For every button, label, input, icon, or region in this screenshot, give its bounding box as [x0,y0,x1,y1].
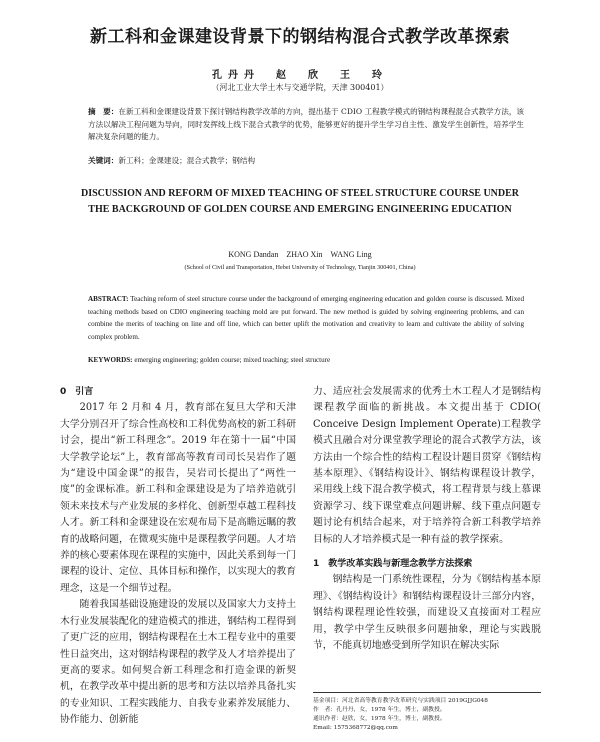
keywords-cn-label: 关键词： [88,156,119,165]
footnote-fund: 基金项目：河北省高等教育教学改革研究与实践项目 2019GJJG048 [313,698,488,704]
paper-title-cn: 新工科和金课建设背景下的钢结构混合式教学改革探索 [90,27,510,47]
authors-cn: 孔丹丹 赵 欣 王 玲 [212,70,388,81]
keywords-en-text: emerging engineering; golden course; mixed teaching; steel structure [132,356,331,364]
keywords-cn [88,155,524,166]
affiliation-en: (School of Civil and Transportation, Hebei University of Technology, Tianjin 300401, China) [184,264,416,271]
keywords-en [88,356,524,364]
footnote-corresponding-author: 通讯作者：赵欣，女，1978 年生，博士，副教授。 [313,716,446,722]
body-right-column [313,384,541,655]
footnote [313,692,541,733]
body-left-column [60,384,296,729]
authors-en: KONG Dandan ZHAO Xin WANG Ling [228,250,372,259]
section-1-paragraph-1: 钢结构是一门系统性课程，分为《钢结构基本原理》、《钢结构设计》和钢结构课程设计三部分内容，钢结构课程理论性较强，而建设又直接面对工程应用，教学中学生反映很多问题抽象，理论与实践脱节，不能真切地感受到所学知识在解决实际 [313,574,541,652]
section-1-heading: 1 教学改革实践与新理念教学方法探索 [313,559,473,570]
footnote-author: 作 者：孔丹丹，女，1978 年生，博士，副教授。 [313,707,446,713]
section-0-paragraph-2: 随着我国基础设施建设的发展以及国家大力支持土木行业发展装配化的建造模式的推进，钢结构工程得到了更广泛的应用，钢结构课程在土木工程专业中的重要性日益突出，这对钢结构课程的教学及人才培养提出了更高的要求。如何契合新工科理念和打造金课的新契机，在教学改革中提出新的思考和方法以培养具备扎实的专业知识、工程实践能力、自我专业素养发展能力、协作能力、创新能 [60,599,296,726]
abstract-cn-text: 在新工科和金课建设背景下探讨钢结构教学改革的方向，提出基于 CDIO 工程教学模式的钢结构课程混合式教学方法，该方法以解决工程问题为导向，同时发挥线上线下混合式教学的优势，能够更好的提升学生学习自主性、激发学生创新性，培养学生解决复杂问题的能力。 [88,107,525,141]
section-0-heading: 0 引言 [60,387,94,397]
keywords-en-label: KEYWORDS: [88,356,133,364]
section-0-paragraph-3: 力、适应社会发展需求的优秀土木工程人才是钢结构课程教学面临的新挑战。本文提出基于 CDIO( Conceive Design Implement Operate)工程教学模式且融合对分课堂教学理论的混合式教学方法，该方法由一个综合性的结构工程设计题目贯穿《钢结构基本原理》、《钢结构设计》、钢结构课程设计教学，采用线上线下混合教学模式，将工程背景与线上慕课资源学习、线下课堂难点问题讲解、线下重点问题专题讨论有机结合起来，对于培养符合新工科教学培养目标的人才培养模式是一种有益的教学探索。 [313,386,541,545]
paper-title-en: DISCUSSION AND REFORM OF MIXED TEACHING OF STEEL STRUCTURE COURSE UNDER THE BACKGROUND OF GOLDEN COURSE AND EMERGING ENGINEERING EDUCATION [80,188,520,215]
footnote-email: Email: 1575368772@qq.com [313,725,398,731]
abstract-en-label: ABSTRACT: [88,295,129,303]
abstract-en [88,293,524,343]
abstract-cn-label: 摘 要： [88,107,119,116]
keywords-cn-text: 新工科；金课建设；混合式教学；钢结构 [118,156,256,165]
abstract-cn [88,106,524,144]
affiliation-cn: （河北工业大学土木与交通学院，天津 300401） [211,83,389,92]
abstract-en-text: Teaching reform of steel structure course under the background of emerging engineering education and golden course is discussed. Mixed teaching methods based on CDIO engineering teaching mold are put forward. The new method is guided by solving engineering problems, and can combine the merits of teaching on line and off line, which can better uplift the motivation and creativity to learn and cultivate the ability of solving complex problem. [88,295,524,341]
section-0-paragraph-1: 2017 年 2 月和 4 月，教育部在复旦大学和天津大学分别召开了综合性高校和工科优势高校的新工科研讨会，提出“新工科理念”。2019 年在第十一届“中国大学教学论坛”上，教育部高等教育司司长吴岩作了题为“建设中国金课”的报告，吴岩司长提出了“两性一度”的金课标准。新工科和金课建设是为了培养造就引领未来技术与产业发展的多样化、创新型卓越工程科技人才。新工科和金课建设在宏观布局下是高瞻远瞩的教育的战略问题，在微观实施中是课程教学问题。人才培养的核心要素体现在课程的实施中，因此关系到每一门课程的设计、定位、具体目标和操作，以实现大的教育理念，这是一个细节过程。 [60,402,296,594]
